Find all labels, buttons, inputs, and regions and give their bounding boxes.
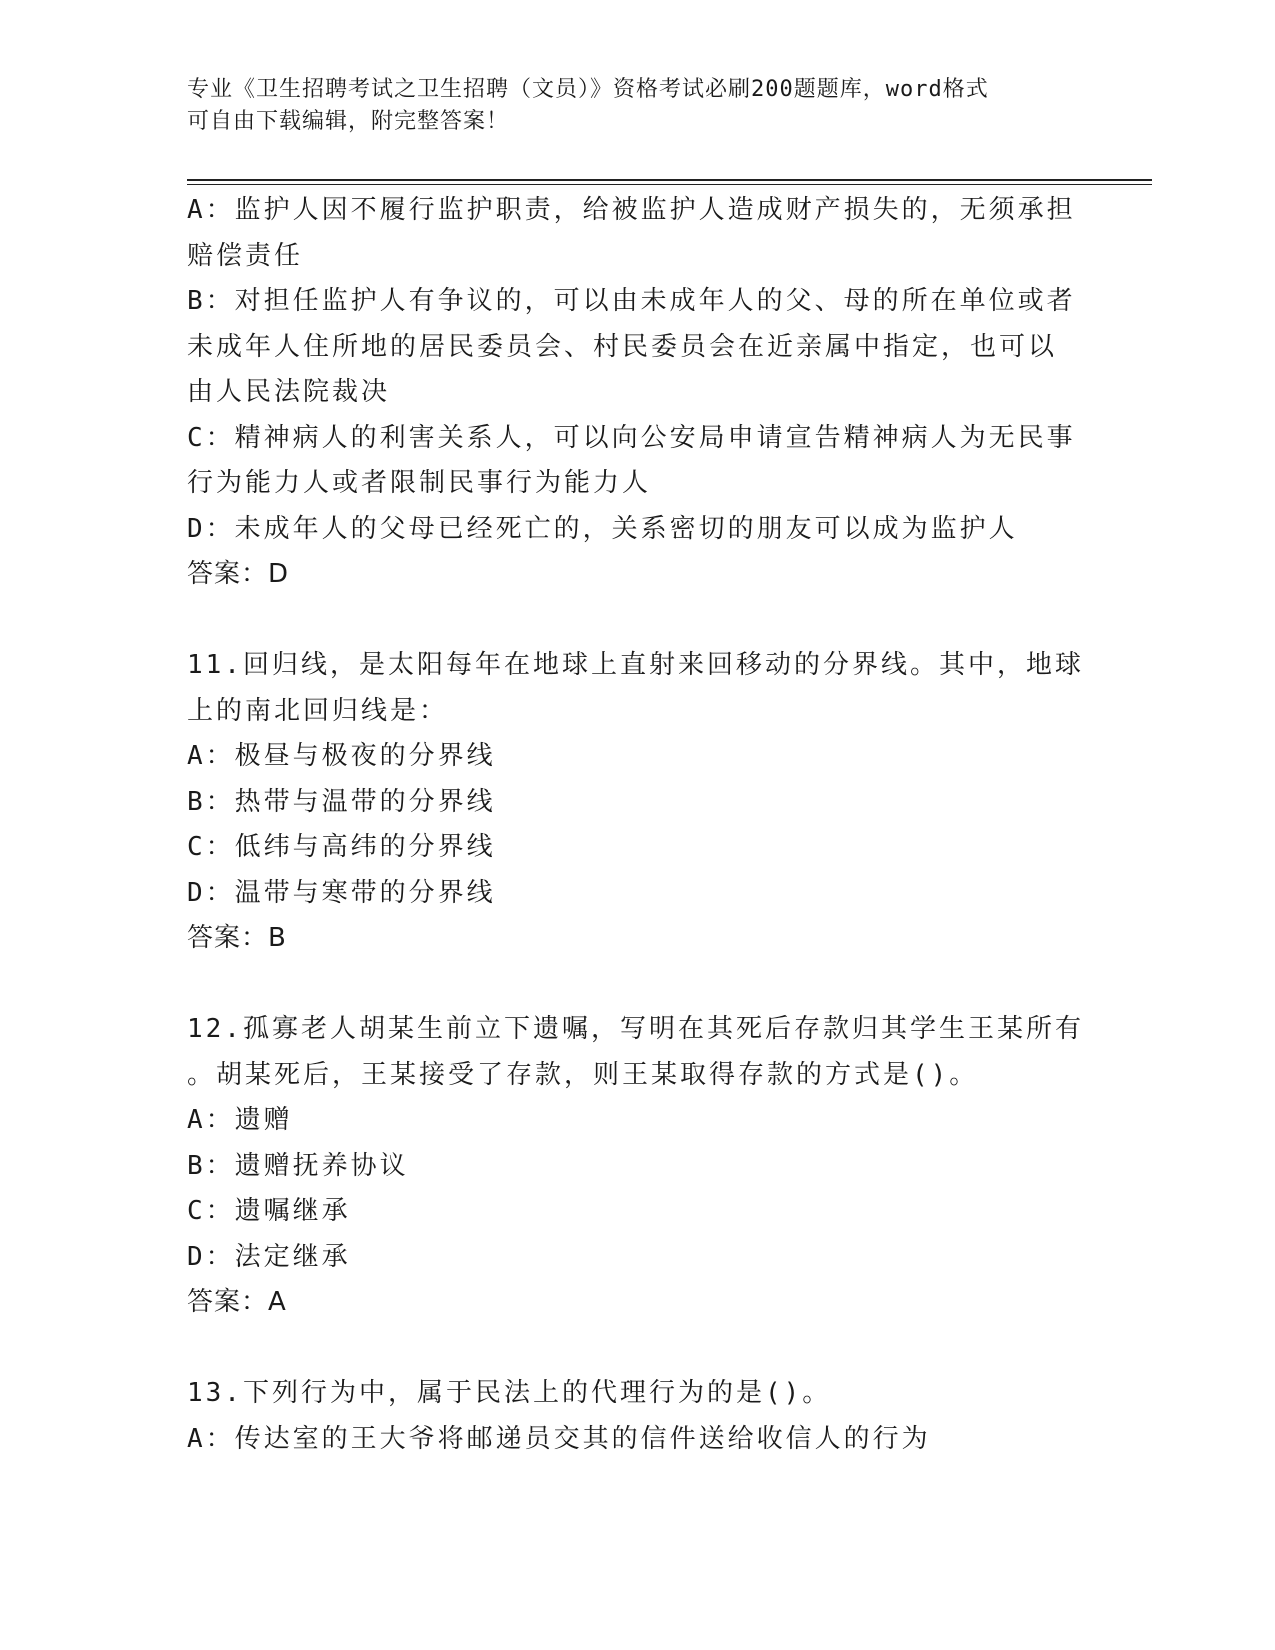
option-d-line: D：未成年人的父母已经死亡的，关系密切的朋友可以成为监护人 bbox=[187, 513, 1018, 544]
option-a-line: A：遗赠 bbox=[187, 1105, 293, 1135]
header-divider-thin bbox=[187, 184, 1152, 185]
option-b-line: B：热带与温带的分界线 bbox=[187, 786, 496, 817]
option-c-line: C：遗嘱继承 bbox=[187, 1196, 351, 1226]
spacer bbox=[187, 962, 1087, 1008]
option-b-line: B：遗赠抚养协议 bbox=[187, 1150, 409, 1181]
document-header bbox=[187, 74, 1067, 138]
option-c-line: C：精神病人的利害关系人，可以向公安局申请宣告精神病人为无民事 bbox=[187, 422, 1076, 453]
option-b-line-cont: 由人民法院裁决 bbox=[187, 377, 391, 407]
question-stem: 12.孤寡老人胡某生前立下遗嘱，写明在其死后存款归其学生王某所有 bbox=[187, 1014, 1084, 1044]
question-10-options bbox=[187, 188, 1087, 598]
option-a-line: A：监护人因不履行监护职责，给被监护人造成财产损失的，无须承担 bbox=[187, 195, 1076, 225]
question-11 bbox=[187, 643, 1087, 962]
option-d-line: D：法定继承 bbox=[187, 1241, 351, 1272]
option-d-line: D：温带与寒带的分界线 bbox=[187, 877, 496, 908]
option-c-line-cont: 行为能力人或者限制民事行为能力人 bbox=[187, 468, 652, 498]
question-content bbox=[187, 188, 1087, 1462]
answer-label: 答案：B bbox=[187, 923, 287, 953]
option-b-line-cont: 未成年人住所地的居民委员会、村民委员会在近亲属中指定，也可以 bbox=[187, 331, 1058, 362]
option-a-line: A：传达室的王大爷将邮递员交其的信件送给收信人的行为 bbox=[187, 1423, 931, 1454]
option-a-line-cont: 赔偿责任 bbox=[187, 240, 304, 271]
question-13 bbox=[187, 1371, 1087, 1462]
spacer bbox=[187, 598, 1087, 644]
header-line-2: 可自由下载编辑，附完整答案！ bbox=[187, 109, 510, 134]
question-stem: 11.回归线，是太阳每年在地球上直射来回移动的分界线。其中，地球 bbox=[187, 650, 1084, 680]
spacer bbox=[187, 1326, 1087, 1372]
option-b-line: B：对担任监护人有争议的，可以由未成年人的父、母的所在单位或者 bbox=[187, 286, 1076, 316]
option-a-line: A：极昼与极夜的分界线 bbox=[187, 741, 496, 771]
question-stem-cont: 。胡某死后，王某接受了存款，则王某取得存款的方式是()。 bbox=[187, 1059, 979, 1090]
question-stem-cont: 上的南北回归线是： bbox=[187, 695, 449, 726]
question-stem: 13.下列行为中，属于民法上的代理行为的是()。 bbox=[187, 1378, 832, 1408]
header-line-1: 专业《卫生招聘考试之卫生招聘（文员）》资格考试必刷200题题库，word格式 bbox=[187, 77, 989, 102]
answer-label: 答案：A bbox=[187, 1287, 287, 1317]
question-12 bbox=[187, 1007, 1087, 1326]
answer-label: 答案：D bbox=[187, 559, 290, 589]
option-c-line: C：低纬与高纬的分界线 bbox=[187, 832, 496, 862]
header-divider-thick bbox=[187, 179, 1152, 181]
